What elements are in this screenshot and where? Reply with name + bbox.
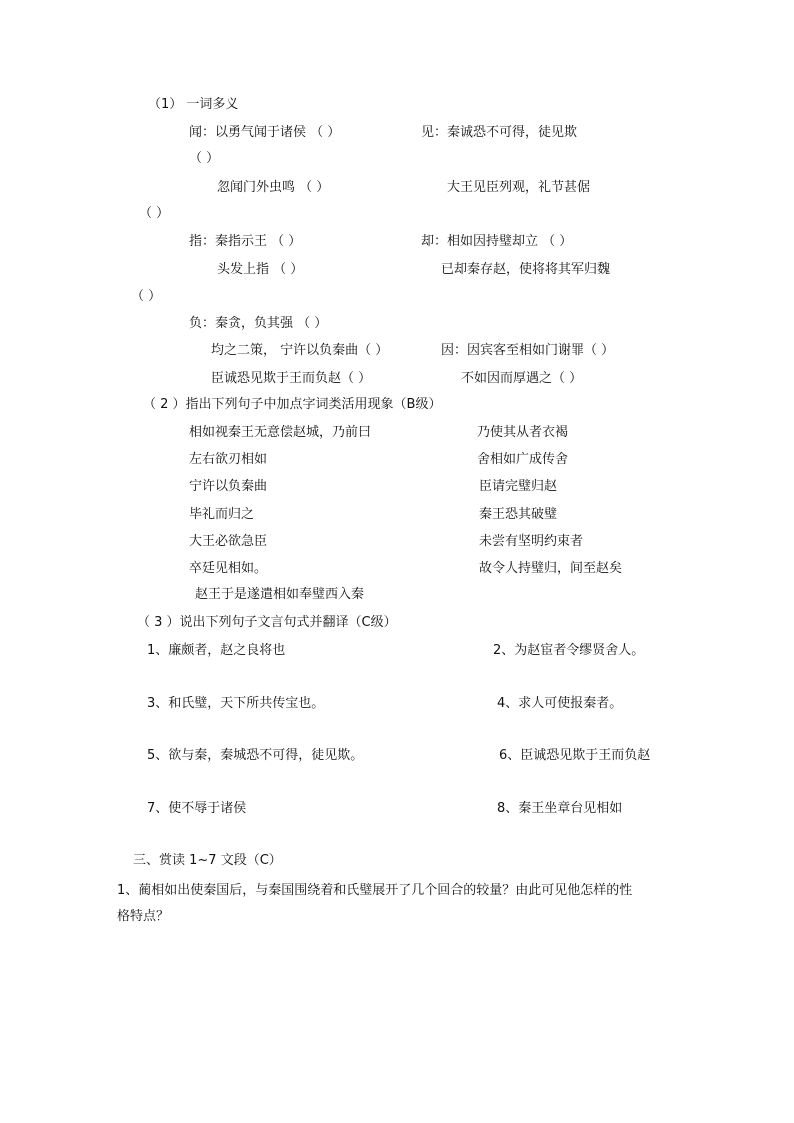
part1-heading: （1） 一词多义 bbox=[148, 97, 239, 112]
part2-left-item: 宁许以负秦曲 bbox=[189, 479, 268, 494]
part2-right-item: 秦王恐其破璧 bbox=[479, 507, 558, 522]
polysemy-jian-2-blank: （ ） bbox=[139, 206, 170, 221]
part2-left-item: 大王必欲急臣 bbox=[189, 534, 268, 549]
polysemy-fu-2: 均之二策， 宁许以负秦曲（ ） bbox=[211, 343, 389, 358]
polysemy-fu-1: 负：秦贪，负其强 （ ） bbox=[189, 316, 328, 331]
part3-item: 4、求人可使报秦者。 bbox=[497, 696, 623, 711]
part2-right-item: 未尝有坚明约束者 bbox=[479, 534, 584, 549]
part2-left-item: 卒廷见相如。 bbox=[189, 561, 268, 576]
polysemy-que-1: 却：相如因持璧却立 （ ） bbox=[421, 234, 573, 249]
part2-right-item: 臣请完璧归赵 bbox=[479, 479, 558, 494]
part2-left-item: 毕礼而归之 bbox=[189, 507, 255, 522]
polysemy-que-2-blank: （ ） bbox=[131, 289, 162, 304]
part3-item: 5、欲与秦，秦城恐不可得，徒见欺。 bbox=[147, 748, 364, 763]
polysemy-jian-1: 见：秦诚恐不可得，徒见欺 bbox=[421, 125, 578, 140]
part2-right-item: 故令人持璧归，间至赵矣 bbox=[479, 561, 623, 576]
polysemy-zhi-1: 指：秦指示王 （ ） bbox=[189, 234, 302, 249]
question-1-line-2: 格特点？ bbox=[117, 909, 170, 924]
polysemy-wen-1: 闻：以勇气闻于诸侯 （ ） bbox=[189, 125, 341, 140]
part2-heading: （ 2 ）指出下列句子中加点字词类活用现象（B级） bbox=[143, 397, 442, 412]
question-1-line-1: 1、蔺相如出使秦国后，与秦国围绕着和氏璧展开了几个回合的较量？由此可见他怎样的性 bbox=[117, 883, 633, 898]
part2-left-item: 赵王于是遂遣相如奉璧西入秦 bbox=[195, 587, 365, 602]
part2-right-item: 乃使其从者衣褐 bbox=[477, 425, 569, 440]
part2-left-item: 左右欲刃相如 bbox=[189, 452, 268, 467]
polysemy-yin-2: 不如因而厚遇之（ ） bbox=[461, 371, 583, 386]
part3-item: 3、和氏璧，天下所共传宝也。 bbox=[147, 696, 325, 711]
part3-item: 2、为赵宦者令缪贤舍人。 bbox=[493, 643, 645, 658]
polysemy-jian-1-blank: （ ） bbox=[189, 151, 220, 166]
polysemy-zhi-2: 头发上指 （ ） bbox=[217, 262, 304, 277]
part2-right-item: 舍相如广成传舍 bbox=[477, 452, 569, 467]
polysemy-fu-3: 臣诚恐见欺于王而负赵（ ） bbox=[211, 371, 372, 386]
polysemy-wen-2: 忽闻门外虫鸣 （ ） bbox=[217, 180, 330, 195]
part3-item: 7、使不辱于诸侯 bbox=[147, 801, 247, 816]
polysemy-yin-1: 因：因宾客至相如门谢罪（ ） bbox=[441, 343, 615, 358]
part3-item: 1、廉颇者，赵之良将也 bbox=[147, 643, 286, 658]
part3-item: 6、臣诚恐见欺于王而负赵 bbox=[499, 748, 651, 763]
section3-heading: 三、赏读 1~7 文段（C） bbox=[133, 853, 282, 868]
part3-heading: （ 3 ）说出下列句子文言句式并翻译（C级） bbox=[137, 615, 397, 630]
polysemy-jian-2: 大王见臣列观，礼节甚倨 bbox=[447, 180, 591, 195]
part2-left-item: 相如视秦王无意偿赵城，乃前曰 bbox=[189, 425, 372, 440]
part3-item: 8、秦王坐章台见相如 bbox=[497, 801, 623, 816]
polysemy-que-2: 已却秦存赵，使将将其军归魏 bbox=[441, 262, 611, 277]
